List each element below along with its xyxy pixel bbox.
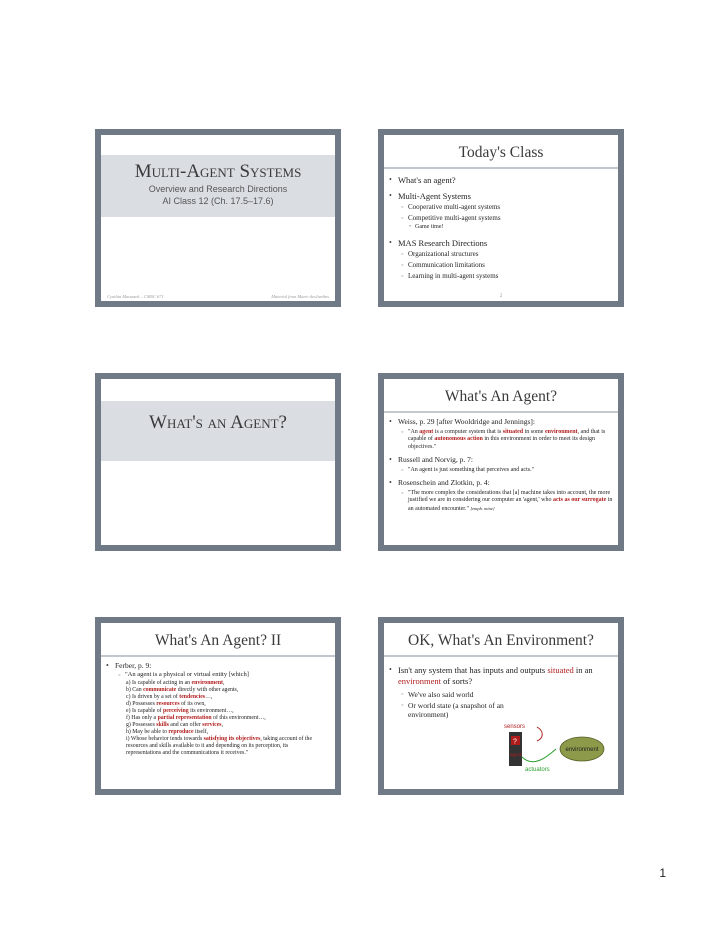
list-item: f) Has only a partial representation of this environment…, [126, 715, 266, 721]
slide-5 [95, 617, 341, 795]
bullet: • MAS Research Directions [384, 238, 618, 248]
title-divider [384, 411, 618, 413]
title-band [101, 401, 335, 461]
sub-bullet: ◦ Cooperative multi-agent systems [384, 203, 618, 212]
quote: ◦ "An agent is a computer system that is situated in some environment, and that is capable of autonomous action in this environment in order to meet its design objectives." [384, 429, 618, 451]
slide-subtitle: Overview and Research Directions [148, 184, 288, 194]
environment-label: environment [565, 747, 599, 753]
bullet-list [101, 661, 335, 679]
actuators-label: actuators [525, 767, 550, 773]
sub-bullet: ◦ Competitive multi-agent systems [384, 214, 618, 223]
slide-6-canvas [384, 623, 618, 789]
sub-bullet: ◦ Or world state (a snapshot of an environment) [384, 701, 504, 719]
slide-5-canvas [101, 623, 335, 789]
list-item: i) Whose behavior tends towards satisfying its objectives, taking account of the resources and skills available to it and depending on its perception, its representations and the communications it receives." [126, 736, 313, 756]
slide-title: Multi-Agent Systems [134, 161, 302, 182]
bullet: • Ferber, p. 9: [101, 661, 335, 671]
slide-title: What's An Agent? [444, 388, 558, 405]
bullet: • Rosenschein and Zlotkin, p. 4: [384, 478, 618, 488]
slide-6 [378, 617, 624, 795]
list-item: b) Can communicate directly with other agents, [126, 687, 239, 693]
quote: ◦ "The more complex the considerations that [a] machine takes into account, the more justified we are in considering our computer an 'agent,' who acts as our surrogate in an automated encounter." [emph. mine] [384, 490, 618, 513]
sub-bullet: ◦ Organizational structures [384, 250, 618, 259]
actuator-arrow [522, 749, 556, 762]
slide-title: What's an Agent? [149, 412, 287, 433]
bullet: • Russell and Norvig, p. 7: [384, 455, 618, 465]
bullet: • Multi-Agent Systems [384, 191, 618, 201]
list-item: h) May be able to reproduce itself, [126, 729, 209, 735]
bullet-list [384, 417, 618, 513]
title-divider [101, 655, 335, 657]
sub-bullet: ◦ Learning in multi-agent systems [384, 272, 618, 281]
slide-2-canvas [384, 135, 618, 301]
slide-page-number: 2 [499, 294, 503, 299]
attribute-list [101, 680, 335, 757]
slide-3-canvas [101, 379, 335, 545]
title-divider [384, 167, 618, 169]
footer-left: Cynthia Matuszek – CMSC 671 [107, 294, 164, 299]
slide-4-canvas [384, 379, 618, 545]
agent-label: agent [510, 752, 522, 757]
sub-bullet: ◦ Communication limitations [384, 261, 618, 270]
sensor-arrow [537, 727, 542, 741]
title-band [101, 155, 335, 217]
list-item: e) Is capable of perceiving its environment…, [126, 708, 234, 714]
quote: ◦ "An agent is just something that perceives and acts." [384, 467, 618, 474]
agent-environment-diagram [384, 623, 618, 789]
sensors-label: sensors [504, 724, 526, 730]
slide-title: Today's Class [458, 144, 544, 161]
agent-question-mark: ? [513, 738, 517, 746]
page-number: 1 [659, 866, 666, 880]
slide-4 [378, 373, 624, 551]
slide-2 [378, 129, 624, 307]
slide-subtitle-2: AI Class 12 (Ch. 17.5–17.6) [162, 196, 274, 206]
list-item: g) Possesses skills and can offer services, [126, 722, 224, 728]
slide-1-canvas [101, 135, 335, 301]
list-item: d) Possesses resources of its own, [126, 701, 206, 707]
footer-right: Material from Marie desJardins [271, 294, 329, 299]
slide-title: What's An Agent? II [154, 632, 282, 649]
bullet: • Weiss, p. 29 [after Wooldridge and Jennings]: [384, 417, 618, 427]
slide-3 [95, 373, 341, 551]
bullet: • Isn't any system that has inputs and outputs situated in an environment of sorts? [384, 665, 618, 686]
quote: ◦ "An agent is a physical or virtual entity [which] [101, 671, 335, 679]
sub-sub-bullet: • Game time! [384, 224, 618, 232]
sub-bullet: ◦ We've also said world [384, 690, 618, 699]
slide-title: OK, What's An Environment? [408, 632, 594, 649]
list-item: a) Is capable of acting in an environment, [126, 680, 225, 686]
bullet-list [384, 175, 618, 281]
bullet: • What's an agent? [384, 175, 618, 185]
list-item: c) Is driven by a set of tendencies…, [126, 694, 213, 700]
slide-1 [95, 129, 341, 307]
